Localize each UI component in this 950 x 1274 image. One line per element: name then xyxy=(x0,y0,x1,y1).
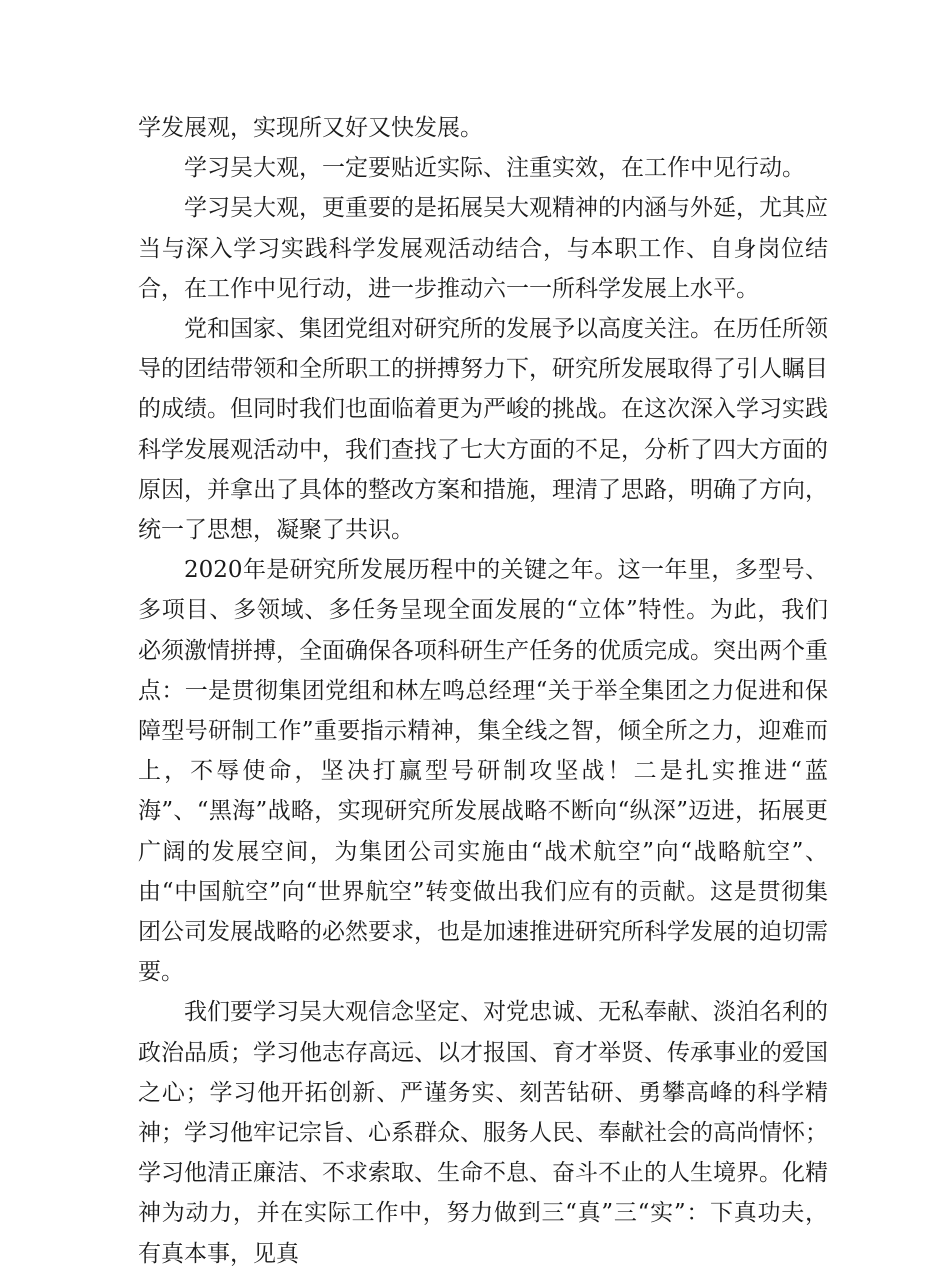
paragraph: 学习吴大观，更重要的是拓展吴大观精神的内涵与外延，尤其应当与深入学习实践科学发展观活动结合，与本职工作、自身岗位结合，在工作中见行动，进一步推动六一一所科学发展上水平。 xyxy=(138,195,828,302)
paragraph: 党和国家、集团党组对研究所的发展予以高度关注。在历任所领导的团结带领和全所职工的拼搏努力下，研究所发展取得了引人瞩目的成绩。但同时我们也面临着更为严峻的挑战。在这次深入学习实践科学发展观活动中，我们查找了七大方面的不足，分析了四大方面的原因，并拿出了具体的整改方案和措施，理清了思路，明确了方向，统一了思想，凝聚了共识。 xyxy=(138,316,828,544)
paragraph-continuation: 学发展观，实现所又好又快发展。 xyxy=(138,115,483,141)
paragraph: 2020年是研究所发展历程中的关键之年。这一年里，多型号、多项目、多领域、多任务呈现全面发展的“立体”特性。为此，我们必须激情拼搏，全面确保各项科研生产任务的优质完成。突出两个重点：一是贯彻集团党组和林左鸣总经理“关于举全集团之力促进和保障型号研制工作”重要指示精神，集全线之智，倾全所之力，迎难而上，不辱使命，坚决打赢型号研制攻坚战！二是扎实推进“蓝海”、“黑海”战略，实现研究所发展战略不断向“纵深”迈进，拓展更广阔的发展空间，为集团公司实施由“战术航空”向“战略航空”、由“中国航空”向“世界航空”转变做出我们应有的贡献。这是贯彻集团公司发展战略的必然要求，也是加速推进研究所科学发展的迫切需要。 xyxy=(138,557,828,986)
paragraph: 学习吴大观，一定要贴近实际、注重实效，在工作中见行动。 xyxy=(184,155,805,182)
paragraph: 我们要学习吴大观信念坚定、对党忠诚、无私奉献、淡泊名利的政治品质；学习他志存高远、以才报国、育才举贤、传承事业的爱国之心；学习他开拓创新、严谨务实、刻苦钻研、勇攀高峰的科学精神；学习他牢记宗旨、心系群众、服务人民、奉献社会的高尚情怀；学习他清正廉洁、不求索取、生命不息、奋斗不止的人生境界。化精神为动力，并在实际工作中，努力做到三“真”三“实”：下真功夫，有真本事，见真 xyxy=(138,999,828,1267)
document-page xyxy=(138,108,828,1274)
